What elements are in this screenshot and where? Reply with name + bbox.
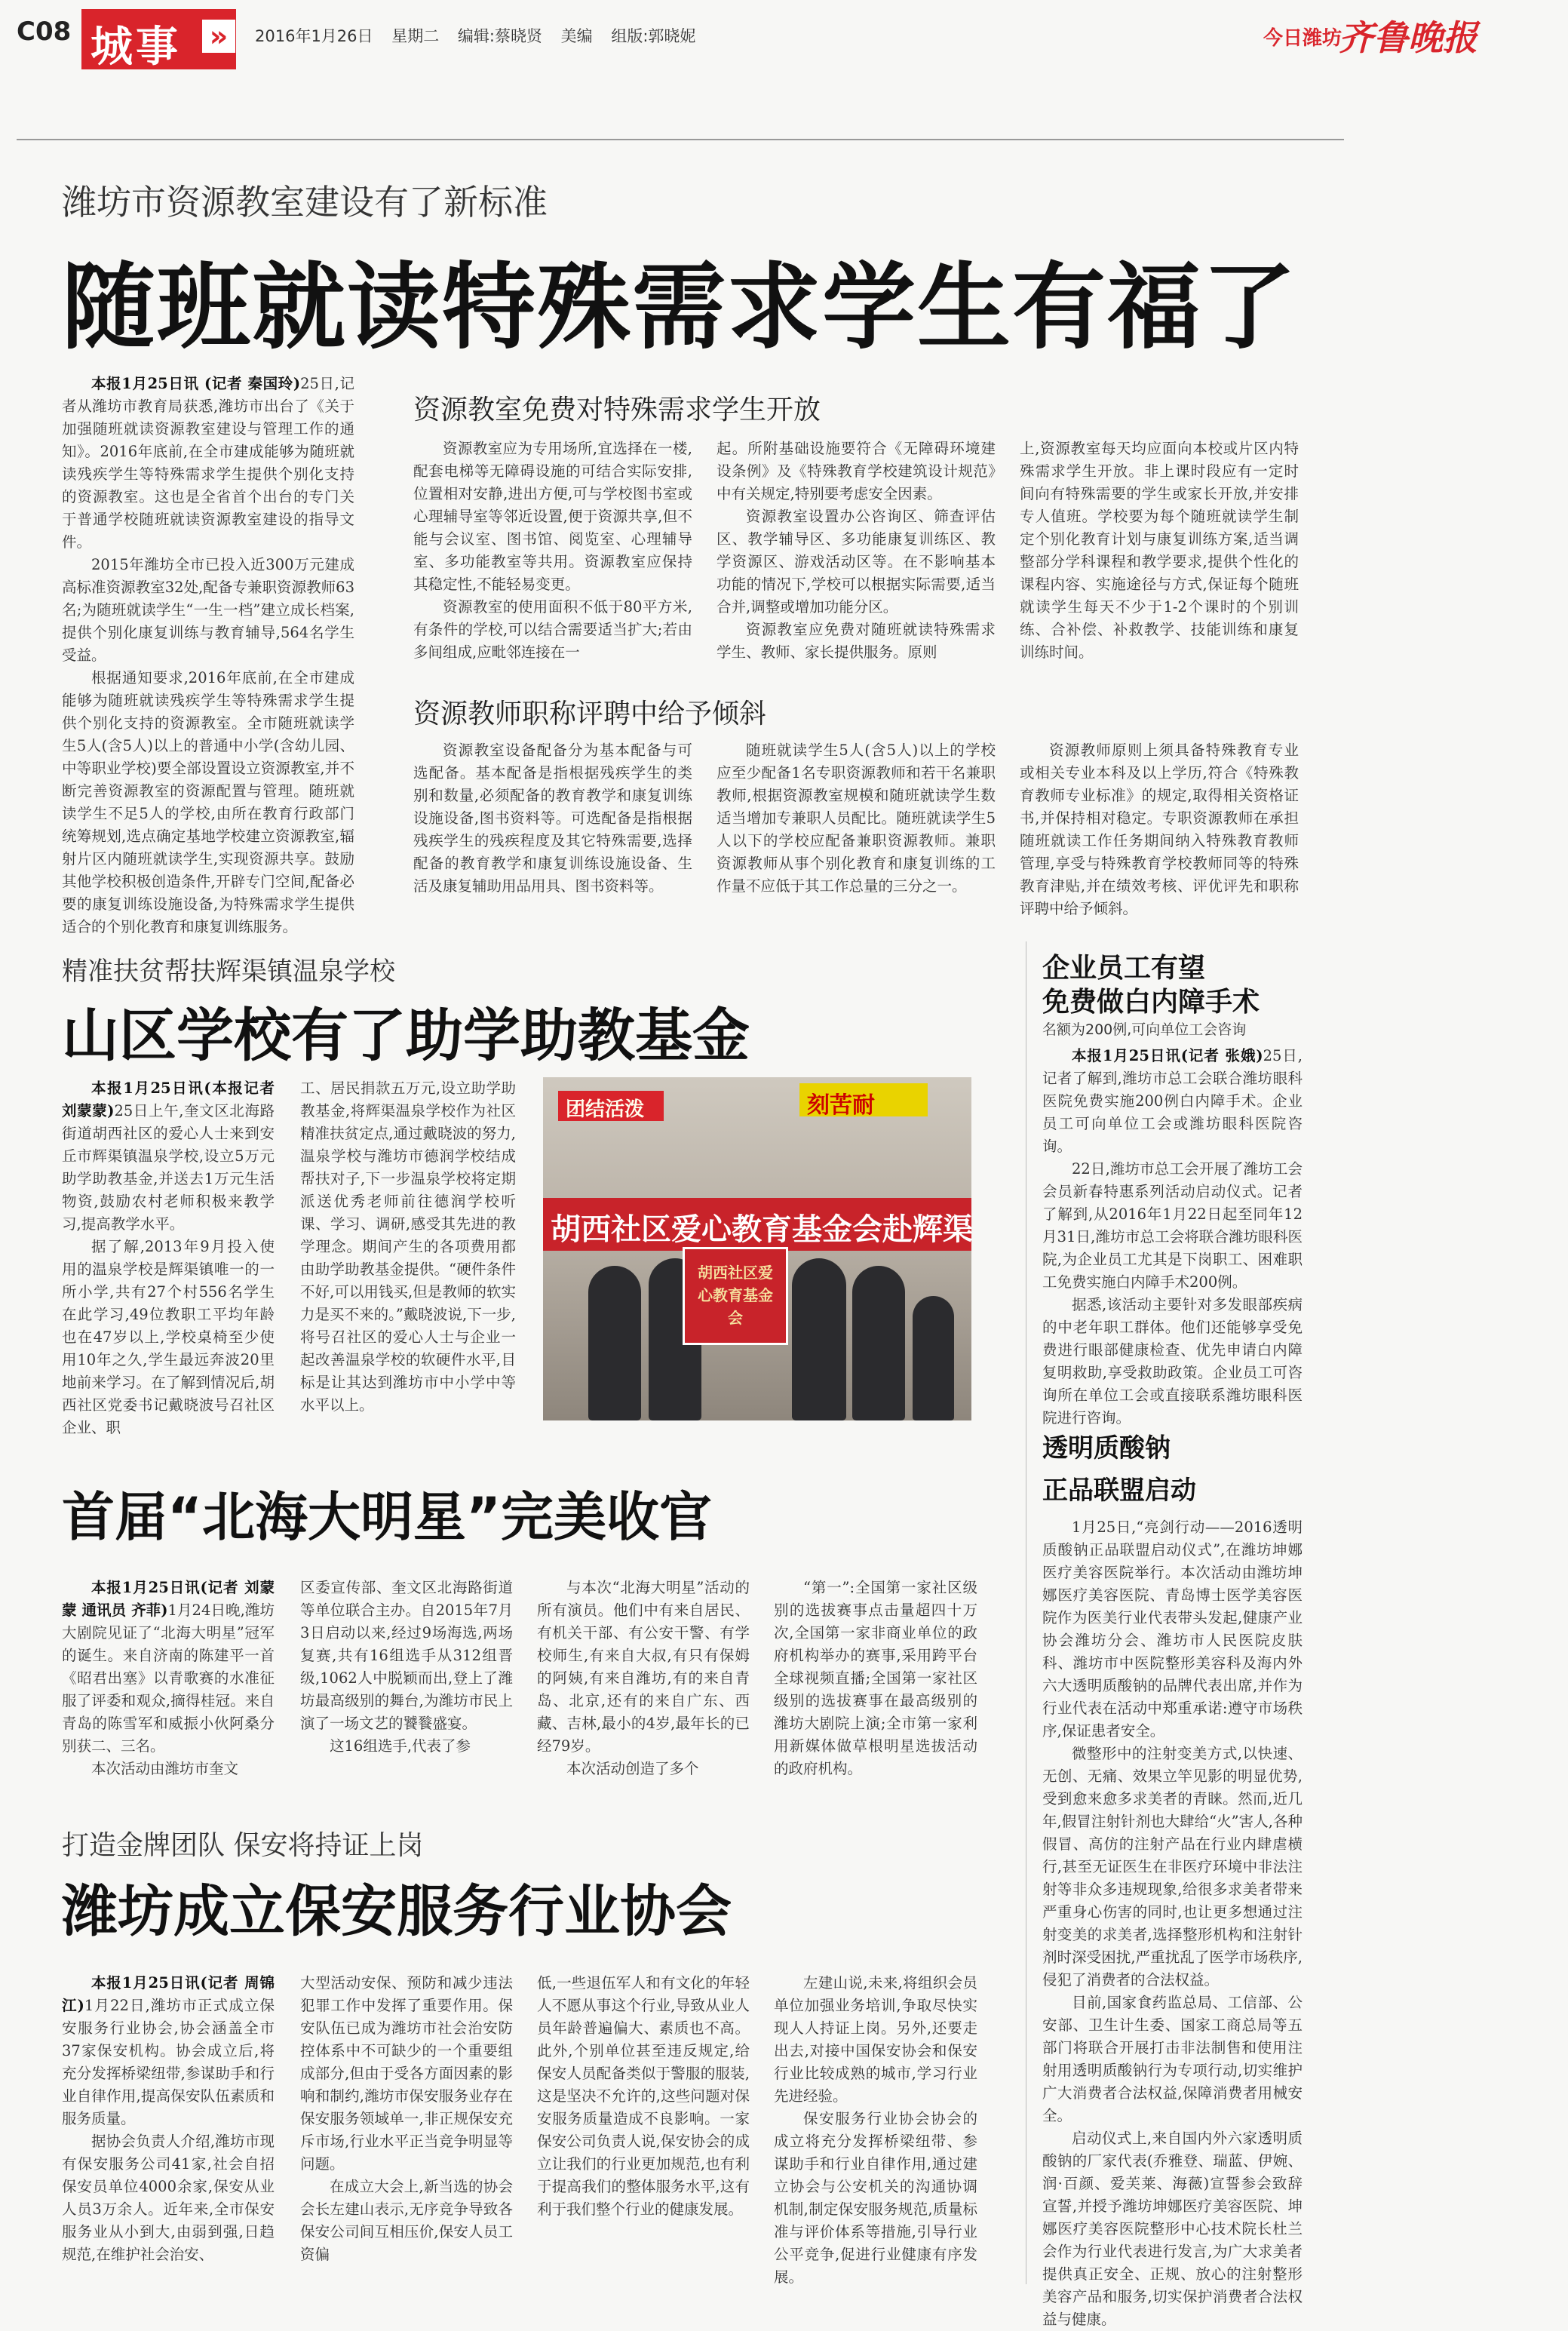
masthead-info [255, 24, 709, 47]
article1-column-7: 资源教师原则上须具备特殊教育专业或相关专业本科及以上学历,符合《特殊教育教师专业标准》的规定,取得相关资格证书,并保持相对稳定。专职资源教师在承担随班就读工作任务期间纳入特殊教育教师管理,享受与特殊教育学校教师同等的特殊教育津贴,并在绩效考核、评优评先和职称评聘中给予倾斜。 [1020, 742, 1299, 917]
sidebar1-title-line1: 企业员工有望 [1042, 953, 1206, 984]
section-badge: 城事 [81, 9, 236, 69]
article2-headline: 山区学校有了助学助教基金 [62, 1002, 750, 1069]
photo-donation-board: 胡西社区爱心教育基金会 [683, 1247, 788, 1345]
sidebar2-title-line2: 正品联盟启动 [1042, 1476, 1196, 1506]
article4-byline: 本报1月25日讯(记者 周锦江) [62, 1974, 275, 2014]
sidebar2-title-line1: 透明质酸钠 [1042, 1433, 1171, 1463]
sidebar1-byline: 本报1月25日讯(记者 张娥) [1072, 1047, 1263, 1064]
article4-kicker: 打造金牌团队 保安将持证上岗 [62, 1830, 424, 1861]
page-code: C08 [17, 17, 72, 47]
article1-column-6: 随班就读学生5人(含5人)以上的学校应至少配备1名专职资源教师和若干名兼职教师,根据资源教室规模和随班就读学生数适当增加专兼职人员配比。随班就读学生5人以下的学校应配备兼职资源教师。兼职资源教师从事个别化教育和康复训练的工作量不应低于其工作总量的三分之一。 [716, 742, 996, 895]
article3-headline: 首届“北海大明星”完美收官 [62, 1486, 713, 1548]
paper-logo: 齐鲁晚报 [1339, 17, 1477, 58]
photo-person [588, 1266, 641, 1420]
article2-column-1: 本报1月25日讯(本报记者 刘蒙蒙)25日上午,奎文区北海路街道胡西社区的爱心人士来到安丘市辉渠镇温泉学校,设立5万元助学助教基金,并送去1万元生活物资,鼓励农村老师积极来教学习,提高教学水平。 据了解,2013年9月投入使用的温泉学校是辉渠镇唯一的一所小学,共有27个村556名学生在此学习,49位教职工平均年龄也在47岁以上,学校桌椅至少使用10年之久,学生最远奔波20里地前来学习。在了解到情况后,胡西社区党委书记戴晓波号召社区企业、职 [62, 1080, 275, 1436]
article1-byline: 本报1月25日讯 (记者 秦国玲) [91, 375, 301, 392]
sidebar2-body: 1月25日,“亮剑行动——2016透明质酸钠正品联盟启动仪式”,在潍坊坤娜医疗美容医院举行。本次活动由潍坊坤娜医疗美容医院、青岛博士医学美容医院作为医美行业代表带头发起,健康产业协会潍坊分会、潍坊市人民医院皮肤科、潍坊市中医院整形美容科及海内外六大透明质酸钠的品牌代表出席,并作为行业代表在活动中郑重承诺:遵守市场秩序,保证患者安全。 微整形中的注射变美方式,以快速、无创、无痛、效果立竿见影的明显优势,受到愈来愈多求美者的青睐。然而,近几年,假冒注射针剂也大肆给“火”害人,各种假冒、高仿的注射产品在行业内肆虐横行,甚至无证医生在非医疗环境中非法注射等非众多违规现象,给很多求美者带来严重身心伤害的同时,也让更多想通过注射变美的求美者,选择整形机构和注射针剂时深受困扰,严重扰乱了医学市场秩序,侵犯了消费者的合法权益。 目前,国家食药监总局、工信部、公安部、卫生计生委、国家工商总局等五部门将联合开展打击非法制售和使用注射用透明质酸钠行为专项行动,切实维护广大消费者合法权益,保障消费者用械安全。 启动仪式上,来自国内外六家透明质酸钠的厂家代表(乔雅登、瑞蓝、伊婉、润·百颜、爱芙莱、海薇)宣誓参会致辞宣誓,并授予潍坊坤娜医疗美容医院、坤娜医疗美容医院整形中心技术院长杜兰会作为行业代表进行发言,为广大求美者提供真正安全、正规、放心的注射整形美容产品和服务,切实保护消费者合法权益与健康。 [1042, 1519, 1303, 2328]
article2-column-2: 工、居民捐款五万元,设立助学助教基金,将辉渠温泉学校作为社区精准扶贫定点,通过戴晓波的努力,温泉学校与潍坊市德润学校结成帮扶对子,下一步温泉学校将定期派送优秀老师前往德润学校听课、学习、调研,感受其先进的教学理念。期间产生的各项费用都由助学助教基金提供。“硬件条件不好,可以用钱买,但是教师的软实力是买不来的。”戴晓波说,下一步,将号召社区的爱心人士与企业一起改善温泉学校的软硬件水平,目标是让其达到潍坊市中小学中等水平以上。 [300, 1080, 516, 1414]
article1-column-3: 起。所附基础设施要符合《无障碍环境建设条例》及《特殊教育学校建筑设计规范》中有关规定,特别要考虑安全因素。 资源教室设置办公咨询区、筛查评估区、教学辅导区、多功能康复训练区、教学资源区、游戏活动区等。在不影响基本功能的情况下,学校可以根据实际需要,适当合并,调整或增加功能分区。 资源教室应免费对随班就读特殊需求学生、教师、家长提供服务。原则 [716, 440, 996, 661]
chevron-right-icon: » [202, 20, 235, 53]
article4-headline: 潍坊成立保安服务行业协会 [62, 1879, 732, 1944]
photo-sign-right: 刻苦耐 [799, 1083, 928, 1116]
photo-sign-left: 团结活泼 [558, 1091, 664, 1121]
photo-banner-text: 胡西社区爱心教育基金会赴辉渠 [551, 1212, 973, 1247]
article3-column-4: “第一”:全国第一家社区级别的选拔赛事点击量超四十万次,全国第一家非商业单位的政府机构举办的赛事,采用跨平台全球视频直播;全国第一家社区级别的选拔赛事在最高级别的潍坊大剧院上演;全市第一家利用新媒体做草根明星选拔活动的政府机构。 [774, 1579, 977, 1777]
issue-weekday: 星期二 [391, 27, 440, 45]
article1-subhead-1: 资源教室免费对特殊需求学生开放 [413, 395, 821, 425]
article4-column-3: 低,一些退伍军人和有文化的年轻人不愿从事这个行业,导致从业人员年龄普遍偏大、素质也不高。此外,个别单位甚至违反规定,给保安人员配备类似于警服的服装,这是坚决不允许的,这些问题对保安服务质量造成不良影响。一家保安公司负责人说,保安协会的成立让我们的行业更加规范,也有利于提高我们的整体服务水平,这有利于我们整个行业的健康发展。 [537, 1974, 750, 2218]
article1-column-5: 资源教室设备配备分为基本配备与可选配备。基本配备是指根据残疾学生的类别和数量,必须配备的教育教学和康复训练设施设备,图书资料等。可选配备是指根据残疾学生的残疾程度及其它特殊需要,选择配备的教育教学和康复训练设施设备、生活及康复辅助用品用具、图书资料等。 [413, 742, 692, 895]
article3-column-1: 本报1月25日讯(记者 刘蒙蒙 通讯员 齐菲)1月24日晚,潍坊大剧院见证了“北海大明星”冠军的诞生。来自济南的陈建平一首《昭君出塞》以青歌赛的水准征服了评委和观众,摘得桂冠。来自青岛的陈雪军和威振小伙阿桑分别获二、三名。 本次活动由潍坊市奎文 [62, 1579, 275, 1777]
photo-person [913, 1296, 954, 1420]
layout-credit: 组版:郭晓妮 [611, 27, 696, 45]
article3-byline: 本报1月25日讯(记者 刘蒙蒙 通讯员 齐菲) [62, 1579, 275, 1619]
article1-column-4: 上,资源教室每天均应面向本校或片区内特殊需求学生开放。非上课时段应有一定时间向有特殊需要的学生或家长开放,并安排专人值班。学校要为每个随班就读学生制定个别化教育计划与康复训练方案,适当调整部分学科课程和教学要求,提供个性化的课程内容、实施途径与方式,保证每个随班就读学生每天不少于1-2个课时的个别训练、合补偿、补救教学、技能训练和康复训练时间。 [1020, 440, 1299, 661]
article1-column-2: 资源教室应为专用场所,宜选择在一楼,配套电梯等无障碍设施的可结合实际安排,位置相对安静,进出方便,可与学校图书室或心理辅导室等邻近设置,便于资源共享,但不能与会议室、图书馆、阅览室、心理辅导室、多功能教室等共用。资源教室应保持其稳定性,不能轻易变更。 资源教室的使用面积不低于80平方米,有条件的学校,可以结合需要适当扩大;若由多间组成,应毗邻连接在一 [413, 440, 692, 661]
today-label: 今日潍坊 [1263, 27, 1342, 50]
editor-credit: 编辑:蔡晓贤 [457, 27, 542, 45]
article1-subhead-2: 资源教师职称评聘中给予倾斜 [413, 699, 767, 729]
sidebar1-deck: 名额为200例,可向单位工会咨询 [1042, 1021, 1247, 1038]
article4-column-1: 本报1月25日讯(记者 周锦江)1月22日,潍坊市正式成立保安服务行业协会,协会涵盖全市37家保安机构。协会成立后,将充分发挥桥梁纽带,参谋助手和行业自律作用,提高保安队伍素质和服务质量。 据协会负责人介绍,潍坊市现有保安服务公司41家,社会自招保安员单位4000余家,保安从业人员3万余人。近年来,全市保安服务业从小到大,由弱到强,日趋规范,在维护社会治安、 [62, 1974, 275, 2263]
article2-byline: 本报1月25日讯(本报记者 刘蒙蒙) [62, 1080, 275, 1119]
article2-kicker: 精准扶贫帮扶辉渠镇温泉学校 [62, 957, 395, 987]
photo-person [852, 1266, 905, 1420]
news-photo [543, 1077, 971, 1420]
article1-kicker: 潍坊市资源教室建设有了新标准 [62, 182, 548, 223]
article3-column-3: 与本次“北海大明星”活动的所有演员。他们中有来自居民、有机关干部、有公安干警、有学校师生,有来自大叔,有只有保姆的阿姨,有来自潍坊,有的来自青岛、北京,还有的来自广东、西藏、吉林,最小的4岁,最年长的已经79岁。 本次活动创造了多个 [537, 1579, 750, 1777]
issue-date: 2016年1月26日 [255, 27, 373, 45]
sidebar1-title-line2: 免费做白内障手术 [1042, 987, 1260, 1018]
article3-column-2: 区委宣传部、奎文区北海路街道等单位联合主办。自2015年7月3日启动以来,经过9场海选,两场复赛,共有16组选手从312组晋级,1062人中脱颖而出,登上了潍坊最高级别的舞台,为潍坊市民上演了一场文艺的饕餮盛宴。 这16组选手,代表了参 [300, 1579, 513, 1755]
sidebar1-body: 本报1月25日讯(记者 张娥)25日,记者了解到,潍坊市总工会联合潍坊眼科医院免费实施200例白内障手术。企业员工可向单位工会或潍坊眼科医院咨询。 22日,潍坊市总工会开展了潍坊工会会员新春特惠系列活动启动仪式。记者了解到,从2016年1月22日起至同年12月31日,潍坊市总工会将联合潍坊眼科医院,为企业员工尤其是下岗职工、困难职工免费实施白内障手术200例。 据悉,该活动主要针对多发眼部疾病的中老年职工群体。他们还能够享受免费进行眼部健康检查、优先申请白内障复明救助,享受救助政策。企业员工可咨询所在单位工会或直接联系潍坊眼科医院进行咨询。 [1042, 1047, 1303, 1427]
article1-headline: 随班就读特殊需求学生有福了 [62, 253, 1298, 362]
article4-column-2: 大型活动安保、预防和减少违法犯罪工作中发挥了重要作用。保安队伍已成为潍坊市社会治安防控体系中不可缺少的一个重要组成部分,但由于受各方面因素的影响和制约,潍坊市保安服务业存在保安服务领域单一,非正规保安充斥市场,行业水平正当竞争明显等问题。 在成立大会上,新当选的协会会长左建山表示,无序竞争导致各保安公司间互相压价,保安人员工资偏 [300, 1974, 513, 2263]
header-rule [17, 139, 1344, 140]
designer-credit: 美编 [560, 27, 593, 45]
article1-column-1: 本报1月25日讯 (记者 秦国玲)25日,记者从潍坊市教育局获悉,潍坊市出台了《关于加强随班就读资源教室建设与管理工作的通知》。2016年底前,在全市建成能够为随班就读残疾学生等特殊需求学生提供个别化支持的资源教室。这也是全省首个出台的专门关于普通学校随班就读资源教室建设的指导文件。 2015年潍坊全市已投入近300万元建成高标准资源教室32处,配备专兼职资源教师63名;为随班就读学生“一生一档”建立成长档案,提供个别化康复训练与教育辅导,564名学生受益。 根据通知要求,2016年底前,在全市建成能够为随班就读残疾学生等特殊需求学生提供个别化支持的资源教室。全市随班就读学生5人(含5人)以上的普通中小学(含幼儿园、中等职业学校)要全部设置设立资源教室,并不断完善资源教室的资源配置与管理。随班就读学生不足5人的学校,由所在教育行政部门统筹规划,选点确定基地学校建立资源教室,辐射片区内随班就读学生,实现资源共享。鼓励其他学校积极创造条件,开辟专门空间,配备必要的康复训练设施设备,为特殊需求学生提供适合的个别化教育和康复训练服务。 [62, 375, 354, 935]
article4-column-4: 左建山说,未来,将组织会员单位加强业务培训,争取尽快实现人人持证上岗。另外,还要走出去,对接中国保安协会和保安行业比较成熟的城市,学习行业先进经验。 保安服务行业协会协会的成立将充分发挥桥梁纽带、参谋助手和行业自律作用,通过建立协会与公安机关的沟通协调机制,制定保安服务规范,质量标准与评价体系等措施,引导行业公平竞争,促进行业健康有序发展。 [774, 1974, 977, 2286]
photo-person [792, 1258, 846, 1420]
